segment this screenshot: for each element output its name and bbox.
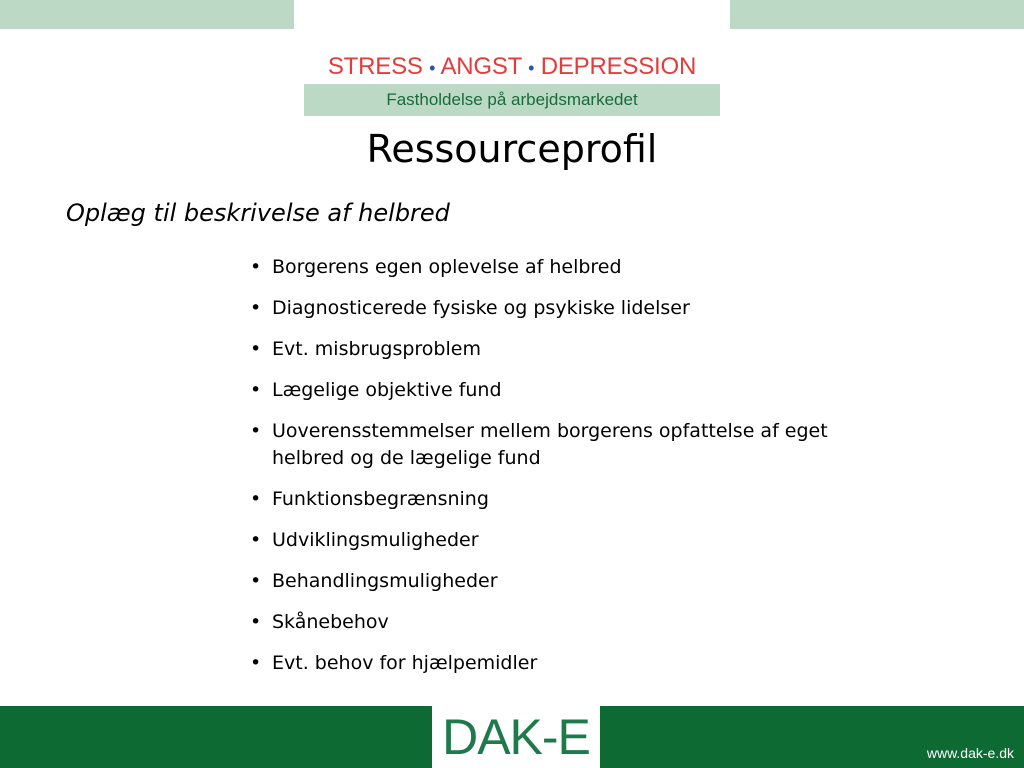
bullet-marker: • — [250, 338, 262, 360]
logo-word-depression: DEPRESSION — [540, 53, 697, 80]
header-logo-subtitle: Fastholdelse på arbejdsmarkedet — [304, 84, 720, 116]
logo-word-stress: STRESS — [327, 53, 423, 80]
dake-logo: DAK-E — [442, 709, 590, 765]
bullet-item — [248, 418, 898, 472]
bullet-item — [248, 486, 898, 513]
bullet-text: Borgerens egen oplevelse af helbred — [272, 256, 622, 278]
footer-logo-box — [432, 706, 600, 768]
bullet-item — [248, 254, 898, 281]
slide-title: Ressourceprofil — [366, 127, 658, 171]
bullet-text: Behandlingsmuligheder — [272, 570, 498, 592]
bullet-marker: • — [250, 256, 262, 278]
header-logo — [304, 52, 720, 83]
bullet-marker: • — [250, 570, 262, 592]
bullet-text: Evt. misbrugsproblem — [272, 338, 481, 360]
slide-subtitle: Oplæg til beskrivelse af helbred — [66, 199, 450, 227]
top-decorative-band-right — [730, 0, 1024, 29]
bullet-text: Uoverensstemmelser mellem borgerens opfattelse af eget helbred og de lægelige fund — [272, 420, 828, 469]
bullet-item — [248, 527, 898, 554]
bullet-item — [248, 336, 898, 363]
bullet-marker: • — [250, 611, 262, 633]
bullet-item — [248, 609, 898, 636]
bullet-text: Udviklingsmuligheder — [272, 529, 479, 551]
bullet-text: Lægelige objektive fund — [272, 379, 502, 401]
top-decorative-band-left — [0, 0, 294, 29]
bullet-marker: • — [250, 297, 262, 319]
bullet-text: Diagnosticerede fysiske og psykiske lidelser — [272, 297, 690, 319]
bullet-marker: • — [250, 652, 262, 674]
bullet-marker: • — [250, 488, 262, 510]
bullet-text: Funktionsbegrænsning — [272, 488, 489, 510]
bullet-item — [248, 377, 898, 404]
logo-word-angst: ANGST — [440, 53, 522, 80]
bullet-item — [248, 650, 898, 677]
logo-separator-dot: • — [528, 58, 535, 78]
bullet-item — [248, 295, 898, 322]
footer-url[interactable]: www.dak-e.dk — [926, 745, 1014, 761]
bullet-text: Evt. behov for hjælpemidler — [272, 652, 538, 674]
bullet-text: Skånebehov — [272, 611, 389, 633]
bullet-list — [248, 254, 898, 691]
bullet-marker: • — [250, 420, 262, 442]
logo-separator-dot: • — [429, 58, 436, 78]
bullet-marker: • — [250, 379, 262, 401]
bullet-marker: • — [250, 529, 262, 551]
bullet-item — [248, 568, 898, 595]
